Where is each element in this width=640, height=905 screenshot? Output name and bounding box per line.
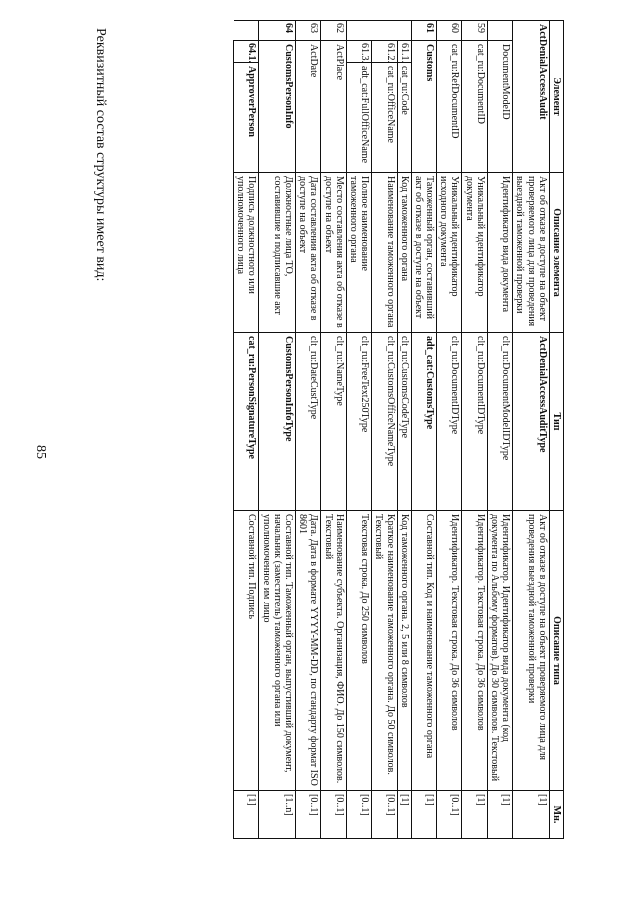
cell-element: cat_ru:RefDocumentID xyxy=(437,41,462,173)
cell-multiplicity: [1] xyxy=(462,791,487,839)
cell-element-description: Таможенный орган, составивший акт об отказе в доступе на объект xyxy=(411,173,436,333)
cell-type-description: Акт об отказе в доступе на объект проверяемого лица для проведения выездной таможенной проверки xyxy=(513,511,550,791)
cell-element-description: Идентификатор вида документа xyxy=(487,173,512,333)
cell-element: cat_ru:DocumentID xyxy=(462,41,487,173)
header-multiplicity: Мн. xyxy=(549,791,563,839)
cell-type-description: Идентификатор. Идентификатор вида документа (код документа по Альбому форматов). До 30 символов. Текстовый xyxy=(487,511,512,791)
intro-text: Реквизитный состав структуры имеет вид: xyxy=(93,28,108,282)
cell-element: ActDenialAccessAudit xyxy=(513,21,550,173)
table-row xyxy=(346,21,371,839)
cell-multiplicity: [1] xyxy=(411,791,436,839)
cell-multiplicity: [1] xyxy=(513,791,550,839)
table-row xyxy=(437,21,462,839)
header-element-description: Описание элемента xyxy=(549,173,563,333)
table-row xyxy=(259,21,296,839)
cell-element: CustomsPersonInfo xyxy=(259,41,296,173)
cell-multiplicity: [1] xyxy=(397,791,411,839)
table-row xyxy=(513,21,550,839)
cell-type-description: Наименование субъекта. Организация, ФИО. До 150 символов. Текстовый xyxy=(321,511,346,791)
cell-type-description: Текстовая строка. До 250 символов xyxy=(346,511,371,791)
cell-element-description: Код таможенного органа xyxy=(397,173,411,333)
cell-type-description: Дата. Дата в формате YYYY-MM-DD, по стандарту формат ISO 8601 xyxy=(296,511,321,791)
cell-type: clt_ru:DocumentIDType xyxy=(462,333,487,511)
cell-element-description: Полное наименование таможенного органа xyxy=(346,173,371,333)
cell-element: cat_ru:OfficeName xyxy=(372,63,397,173)
table-row xyxy=(296,21,321,839)
cell-element-description: Место составления акта об отказе в доступе на объект xyxy=(321,173,346,333)
cell-multiplicity: [0..1] xyxy=(296,791,321,839)
cell-type-description: Код таможенного органа. 2, 5 или 8 символов xyxy=(397,511,411,791)
header-element: Элемент xyxy=(549,21,563,173)
cell-multiplicity: [1] xyxy=(487,791,512,839)
cell-indent xyxy=(372,21,397,41)
cell-multiplicity: [1..n] xyxy=(259,791,296,839)
cell-type-description: Составной тип. Подпись xyxy=(234,511,259,791)
cell-type: ActDenialAccessAuditType xyxy=(513,333,550,511)
cell-indent xyxy=(234,21,259,41)
cell-element-description: Дата составления акта об отказе в доступе на объект xyxy=(296,173,321,333)
cell-element-description: Уникальный идентификатор документа xyxy=(462,173,487,333)
cell-type-description: Идентификатор. Текстовая строка. До 36 символов xyxy=(437,511,462,791)
table-row xyxy=(372,21,397,839)
cell-element-description: Акт об отказе в доступе на объект проверяемого лица для проведения выездной таможенной проверки xyxy=(513,173,550,333)
cell-type: clt_ru:CustomsCodeType xyxy=(397,333,411,511)
cell-type: cat_ru:PersonSignatureType xyxy=(234,333,259,511)
header-type: Тип xyxy=(549,333,563,511)
cell-type: clt_ru:FreeText250Type xyxy=(346,333,371,511)
page-number: 85 xyxy=(33,445,48,459)
cell-type: clt_ru:CustomsOfficeNameType xyxy=(372,333,397,511)
cell-indent xyxy=(397,21,411,41)
cell-number: 60 xyxy=(437,21,462,41)
cell-type: adt_cat:CustomsType xyxy=(411,333,436,511)
cell-type: CustomsPersonInfoType xyxy=(259,333,296,511)
cell-subnumber: 61.3. xyxy=(346,41,371,63)
cell-multiplicity: [0..1] xyxy=(346,791,371,839)
cell-element-description: Подпись должностного или уполномоченного лица xyxy=(234,173,259,333)
cell-element: DocumentModeID xyxy=(487,41,512,173)
cell-subnumber: 64.1. xyxy=(234,41,259,63)
cell-number: 59 xyxy=(462,21,487,41)
cell-number: 61 xyxy=(411,21,436,41)
cell-indent xyxy=(487,21,512,41)
cell-type-description: Краткое наименование таможенного органа. До 50 символов. Текстовый xyxy=(372,511,397,791)
cell-element: ActDate xyxy=(296,41,321,173)
cell-multiplicity: [0..1] xyxy=(321,791,346,839)
cell-type-description: Составной тип. Код и наименование таможенного органа xyxy=(411,511,436,791)
table-header-row xyxy=(549,21,563,839)
cell-element: ApproverPerson xyxy=(234,63,259,173)
requisites-table xyxy=(233,20,564,839)
cell-element: ActPlace xyxy=(321,41,346,173)
cell-number: 64 xyxy=(259,21,296,41)
table-row xyxy=(234,21,259,839)
table-row xyxy=(397,21,411,839)
cell-type: clt_ru:DateCustType xyxy=(296,333,321,511)
cell-indent xyxy=(346,21,371,41)
cell-element: Customs xyxy=(411,41,436,173)
cell-element: cat_ru:Code xyxy=(397,63,411,173)
cell-multiplicity: [0..1] xyxy=(437,791,462,839)
table-row xyxy=(321,21,346,839)
cell-type-description: Составной тип. Таможенный орган, выпустивший документ, начальник (заместитель) таможенного органа или уполномоченное им лицо xyxy=(259,511,296,791)
table-row xyxy=(462,21,487,839)
cell-type: clt_ru:DocumentIDType xyxy=(437,333,462,511)
cell-type: clt_ru:NameType xyxy=(321,333,346,511)
cell-multiplicity: [0..1] xyxy=(372,791,397,839)
cell-multiplicity: [1] xyxy=(234,791,259,839)
cell-type-description: Идентификатор. Текстовая строка. До 36 символов xyxy=(462,511,487,791)
cell-subnumber: 61.2. xyxy=(372,41,397,63)
cell-number: 63 xyxy=(296,21,321,41)
cell-element-description: Уникальный идентификатор исходного документа xyxy=(437,173,462,333)
cell-subnumber: 61.1. xyxy=(397,41,411,63)
header-type-description: Описание типа xyxy=(549,511,563,791)
cell-element-description: Должностные лица ТО, составившие и подписавшие акт xyxy=(259,173,296,333)
table-row xyxy=(487,21,512,839)
cell-type: clt_ru:DocumentModelIDType xyxy=(487,333,512,511)
table-row xyxy=(411,21,436,839)
cell-element-description: Наименование таможенного органа xyxy=(372,173,397,333)
cell-number: 62 xyxy=(321,21,346,41)
cell-element: adt_cat:FullOfficeName xyxy=(346,63,371,173)
